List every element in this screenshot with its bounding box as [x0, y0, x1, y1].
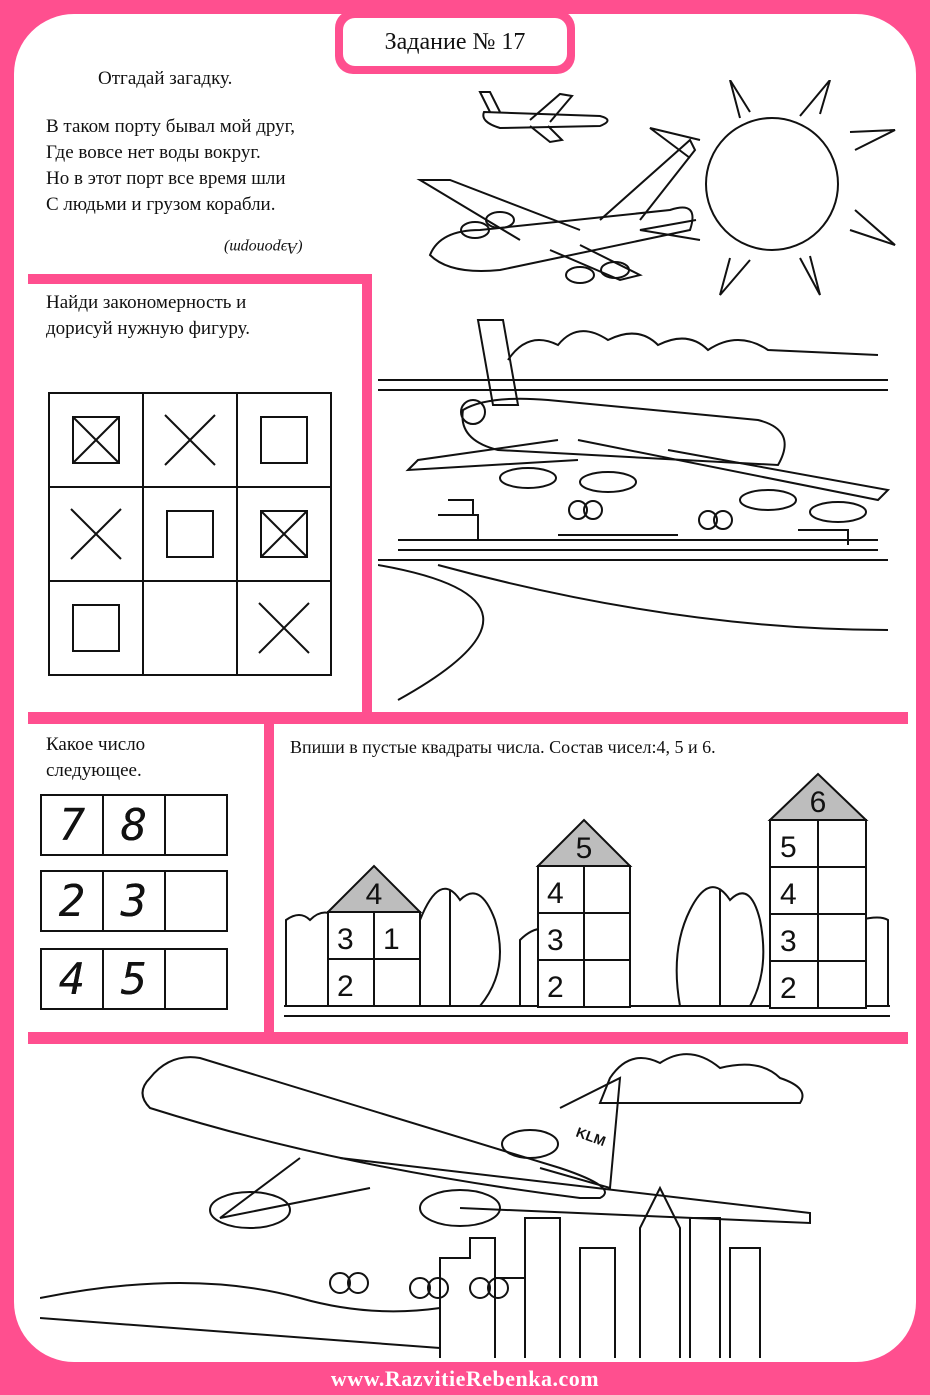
- hills-icon: [40, 1283, 440, 1348]
- sequence-number-cell: 2: [40, 870, 104, 932]
- riddle-line: В таком порту бывал мой друг,: [46, 116, 296, 137]
- house: [328, 866, 420, 1006]
- house-roof-number: 4: [365, 878, 383, 911]
- sun-icon: [706, 118, 838, 250]
- pattern-cell[interactable]: [237, 581, 331, 675]
- house-number-cell: [770, 867, 818, 914]
- house-number-cell: [770, 914, 818, 961]
- airport-buildings-icon: [398, 500, 878, 550]
- sequence-row: [40, 948, 228, 1010]
- sequence-number-cell: 7: [40, 794, 104, 856]
- pattern-cell[interactable]: [143, 581, 237, 675]
- pattern-cell[interactable]: [237, 393, 331, 487]
- pattern-cell[interactable]: [49, 393, 143, 487]
- clouds-icon: [600, 1054, 803, 1103]
- house-roof-number: 5: [575, 832, 593, 865]
- sequence-empty-cell[interactable]: [164, 794, 228, 856]
- tree-icon: [677, 887, 764, 1006]
- site-url[interactable]: www.RazvitieRebenka.com: [330, 1366, 600, 1391]
- klm-airliner-icon: [143, 1057, 811, 1298]
- house-roof-number: 6: [809, 786, 827, 819]
- riddle-answer-upside-down: (Аэропорт): [224, 239, 303, 256]
- title-badge: [335, 10, 575, 74]
- sun-rays-icon: [640, 80, 895, 295]
- divider-pattern-right: [362, 274, 372, 720]
- svg-text:4: 4: [780, 878, 797, 911]
- divider-bottom: [28, 1032, 908, 1044]
- sequence-number-cell: 8: [102, 794, 166, 856]
- divider-riddle-pattern: [28, 274, 372, 284]
- pattern-cell[interactable]: [143, 487, 237, 581]
- house-number-cell: [538, 913, 584, 960]
- tree-icon: [410, 889, 500, 1006]
- house-empty-cell[interactable]: [374, 959, 420, 1006]
- house-empty-cell[interactable]: [818, 867, 866, 914]
- sequence-number-cell: 3: [102, 870, 166, 932]
- svg-text:3: 3: [780, 925, 797, 958]
- svg-text:1: 1: [383, 923, 400, 956]
- runway-airplane-illustration: [378, 300, 898, 710]
- riddle-line: С людьми и грузом корабли.: [46, 194, 276, 215]
- large-airplane-icon: [420, 140, 695, 283]
- house-empty-cell[interactable]: [584, 960, 630, 1007]
- house-number-cell: [538, 960, 584, 1007]
- house-number-cell: [328, 959, 374, 1006]
- riddle-line: Но в этот порт все время шли: [46, 168, 286, 189]
- house-number-cell: [770, 961, 818, 1008]
- house-empty-cell[interactable]: [818, 820, 866, 867]
- divider-sequence-houses: [264, 712, 274, 1042]
- horizon-line: [378, 380, 888, 390]
- houses-illustration[interactable]: [280, 770, 896, 1032]
- houses-task-text: Впиши в пустые квадраты числа. Состав чисел:4, 5 и 6.: [290, 737, 716, 757]
- klm-airplane-city-illustration: [40, 1048, 900, 1358]
- pattern-cell[interactable]: [237, 487, 331, 581]
- house-empty-cell[interactable]: [584, 913, 630, 960]
- sequence-empty-cell[interactable]: [164, 870, 228, 932]
- riddle-heading: Отгадай загадку.: [98, 68, 233, 89]
- svg-text:2: 2: [780, 972, 797, 1005]
- sun-planes-illustration: [400, 80, 900, 300]
- clouds-icon: [508, 331, 878, 360]
- house-empty-cell[interactable]: [584, 866, 630, 913]
- riddle-line: Где вовсе нет воды вокруг.: [46, 142, 261, 163]
- sequence-number-cell: 5: [102, 948, 166, 1010]
- klm-logo: KLM: [573, 1123, 608, 1150]
- house-empty-cell[interactable]: [818, 961, 866, 1008]
- pattern-cell[interactable]: [49, 487, 143, 581]
- house: [538, 820, 630, 1007]
- sequence-row: [40, 794, 228, 856]
- house-number-cell: [328, 912, 374, 959]
- svg-text:2: 2: [547, 971, 564, 1004]
- page-title: Задание № 17: [343, 18, 567, 66]
- svg-text:2: 2: [337, 970, 354, 1003]
- divider-middle: [28, 712, 908, 724]
- pattern-task-text: Найди закономерность и дорисуй нужную фигуру.: [46, 292, 250, 339]
- svg-text:3: 3: [337, 923, 354, 956]
- house-number-cell: [770, 820, 818, 867]
- svg-text:4: 4: [547, 877, 564, 910]
- runway-icon: [378, 560, 888, 700]
- house: [770, 774, 866, 1008]
- sequence-number-cell: 4: [40, 948, 104, 1010]
- house-number-cell: [538, 866, 584, 913]
- sequence-task-text: Какое число следующее.: [46, 734, 146, 781]
- pattern-cell[interactable]: [49, 581, 143, 675]
- pattern-grid[interactable]: [48, 392, 336, 676]
- svg-text:5: 5: [780, 831, 797, 864]
- house-number-cell: [374, 912, 420, 959]
- pattern-cell[interactable]: [143, 393, 237, 487]
- sequence-empty-cell[interactable]: [164, 948, 228, 1010]
- small-airplane-icon: [480, 92, 608, 142]
- svg-text:3: 3: [547, 924, 564, 957]
- sequence-row: [40, 870, 228, 932]
- house-empty-cell[interactable]: [818, 914, 866, 961]
